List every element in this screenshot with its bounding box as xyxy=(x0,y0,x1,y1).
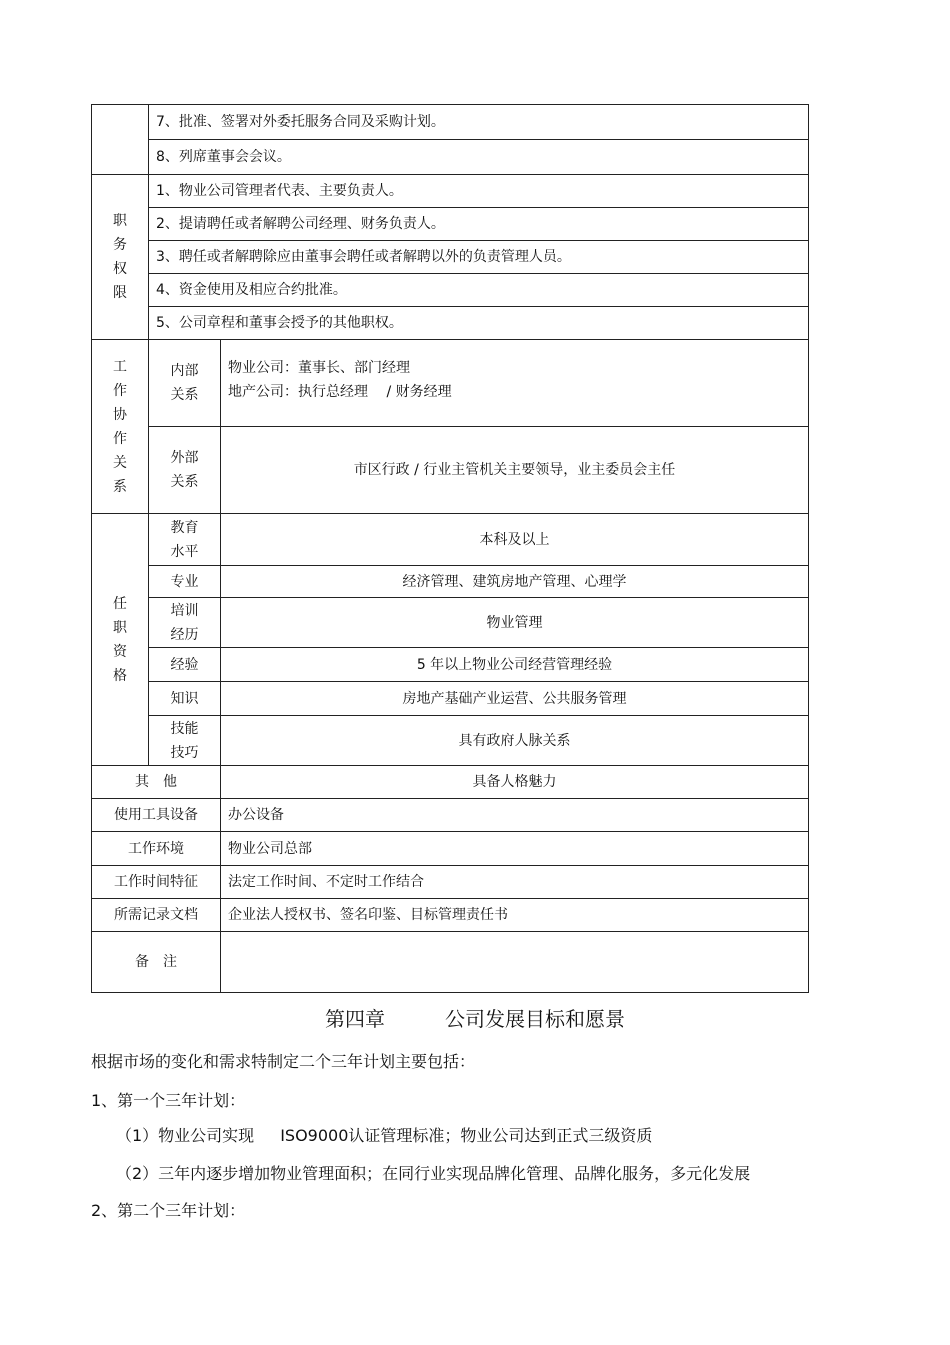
authority-category-label: 职 务 权 限 xyxy=(92,175,149,340)
intro-paragraph: 根据市场的变化和需求特制定二个三年计划主要包括： xyxy=(91,1052,476,1071)
external-relations-label: 外部 关系 xyxy=(149,427,221,514)
plan-1-item-1: （1）物业公司实现 ISO9000认证管理标准；物业公司达到正式三级资质 xyxy=(116,1126,653,1145)
qualification-name: 专业 xyxy=(149,566,221,598)
qualification-name: 培训 经历 xyxy=(149,598,221,648)
qualification-value: 经济管理、建筑房地产管理、心理学 xyxy=(221,566,809,598)
authority-item: 4、资金使用及相应合约批准。 xyxy=(149,274,809,307)
environment-value: 物业公司总部 xyxy=(221,832,809,866)
qualification-name: 技能 技巧 xyxy=(149,716,221,766)
remarks-label: 备 注 xyxy=(92,932,221,993)
records-value: 企业法人授权书、签名印鉴、目标管理责任书 xyxy=(221,899,809,932)
authority-item: 5、公司章程和董事会授予的其他职权。 xyxy=(149,307,809,340)
authority-item: 2、提请聘任或者解聘公司经理、财务负责人。 xyxy=(149,208,809,241)
other-label: 其 他 xyxy=(92,766,221,799)
duty-item: 8、列席董事会会议。 xyxy=(149,140,809,175)
qualification-name: 知识 xyxy=(149,682,221,716)
internal-relations-label: 内部 关系 xyxy=(149,340,221,427)
work-time-value: 法定工作时间、不定时工作结合 xyxy=(221,866,809,899)
plan-1-item-2: （2）三年内逐步增加物业管理面积；在同行业实现品牌化管理、品牌化服务，多元化发展 xyxy=(116,1164,751,1183)
qualification-name: 经验 xyxy=(149,648,221,682)
qualification-value: 5 年以上物业公司经营管理经验 xyxy=(221,648,809,682)
other-value: 具备人格魅力 xyxy=(221,766,809,799)
qualification-value: 物业管理 xyxy=(221,598,809,648)
plan-2-title: 2、第二个三年计划： xyxy=(91,1201,246,1220)
qualification-value: 房地产基础产业运营、公共服务管理 xyxy=(221,682,809,716)
qualification-name: 教育 水平 xyxy=(149,514,221,566)
remarks-value xyxy=(221,932,809,993)
internal-relations-value: 物业公司：董事长、部门经理 地产公司：执行总经理 / 财务经理 xyxy=(221,340,809,427)
external-relations-value: 市区行政 / 行业主管机关主要领导，业主委员会主任 xyxy=(221,427,809,514)
tools-label: 使用工具设备 xyxy=(92,799,221,832)
authority-item: 3、聘任或者解聘除应由董事会聘任或者解聘以外的负责管理人员。 xyxy=(149,241,809,274)
qualification-category-label: 任 职 资 格 xyxy=(92,514,149,766)
tools-value: 办公设备 xyxy=(221,799,809,832)
environment-label: 工作环境 xyxy=(92,832,221,866)
qualification-value: 具有政府人脉关系 xyxy=(221,716,809,766)
duty-item: 7、批准、签署对外委托服务合同及采购计划。 xyxy=(149,105,809,140)
continuation-category-cell xyxy=(92,105,149,175)
work-time-label: 工作时间特征 xyxy=(92,866,221,899)
job-description-table xyxy=(91,104,809,993)
authority-item: 1、物业公司管理者代表、主要负责人。 xyxy=(149,175,809,208)
qualification-value: 本科及以上 xyxy=(221,514,809,566)
chapter-title: 公司发展目标和愿景 xyxy=(445,1007,625,1031)
chapter-heading xyxy=(0,1003,950,1035)
plan-1-title: 1、第一个三年计划： xyxy=(91,1091,246,1110)
cooperation-category-label: 工 作 协 作 关 系 xyxy=(92,340,149,514)
chapter-number: 第四章 xyxy=(325,1007,385,1031)
records-label: 所需记录文档 xyxy=(92,899,221,932)
